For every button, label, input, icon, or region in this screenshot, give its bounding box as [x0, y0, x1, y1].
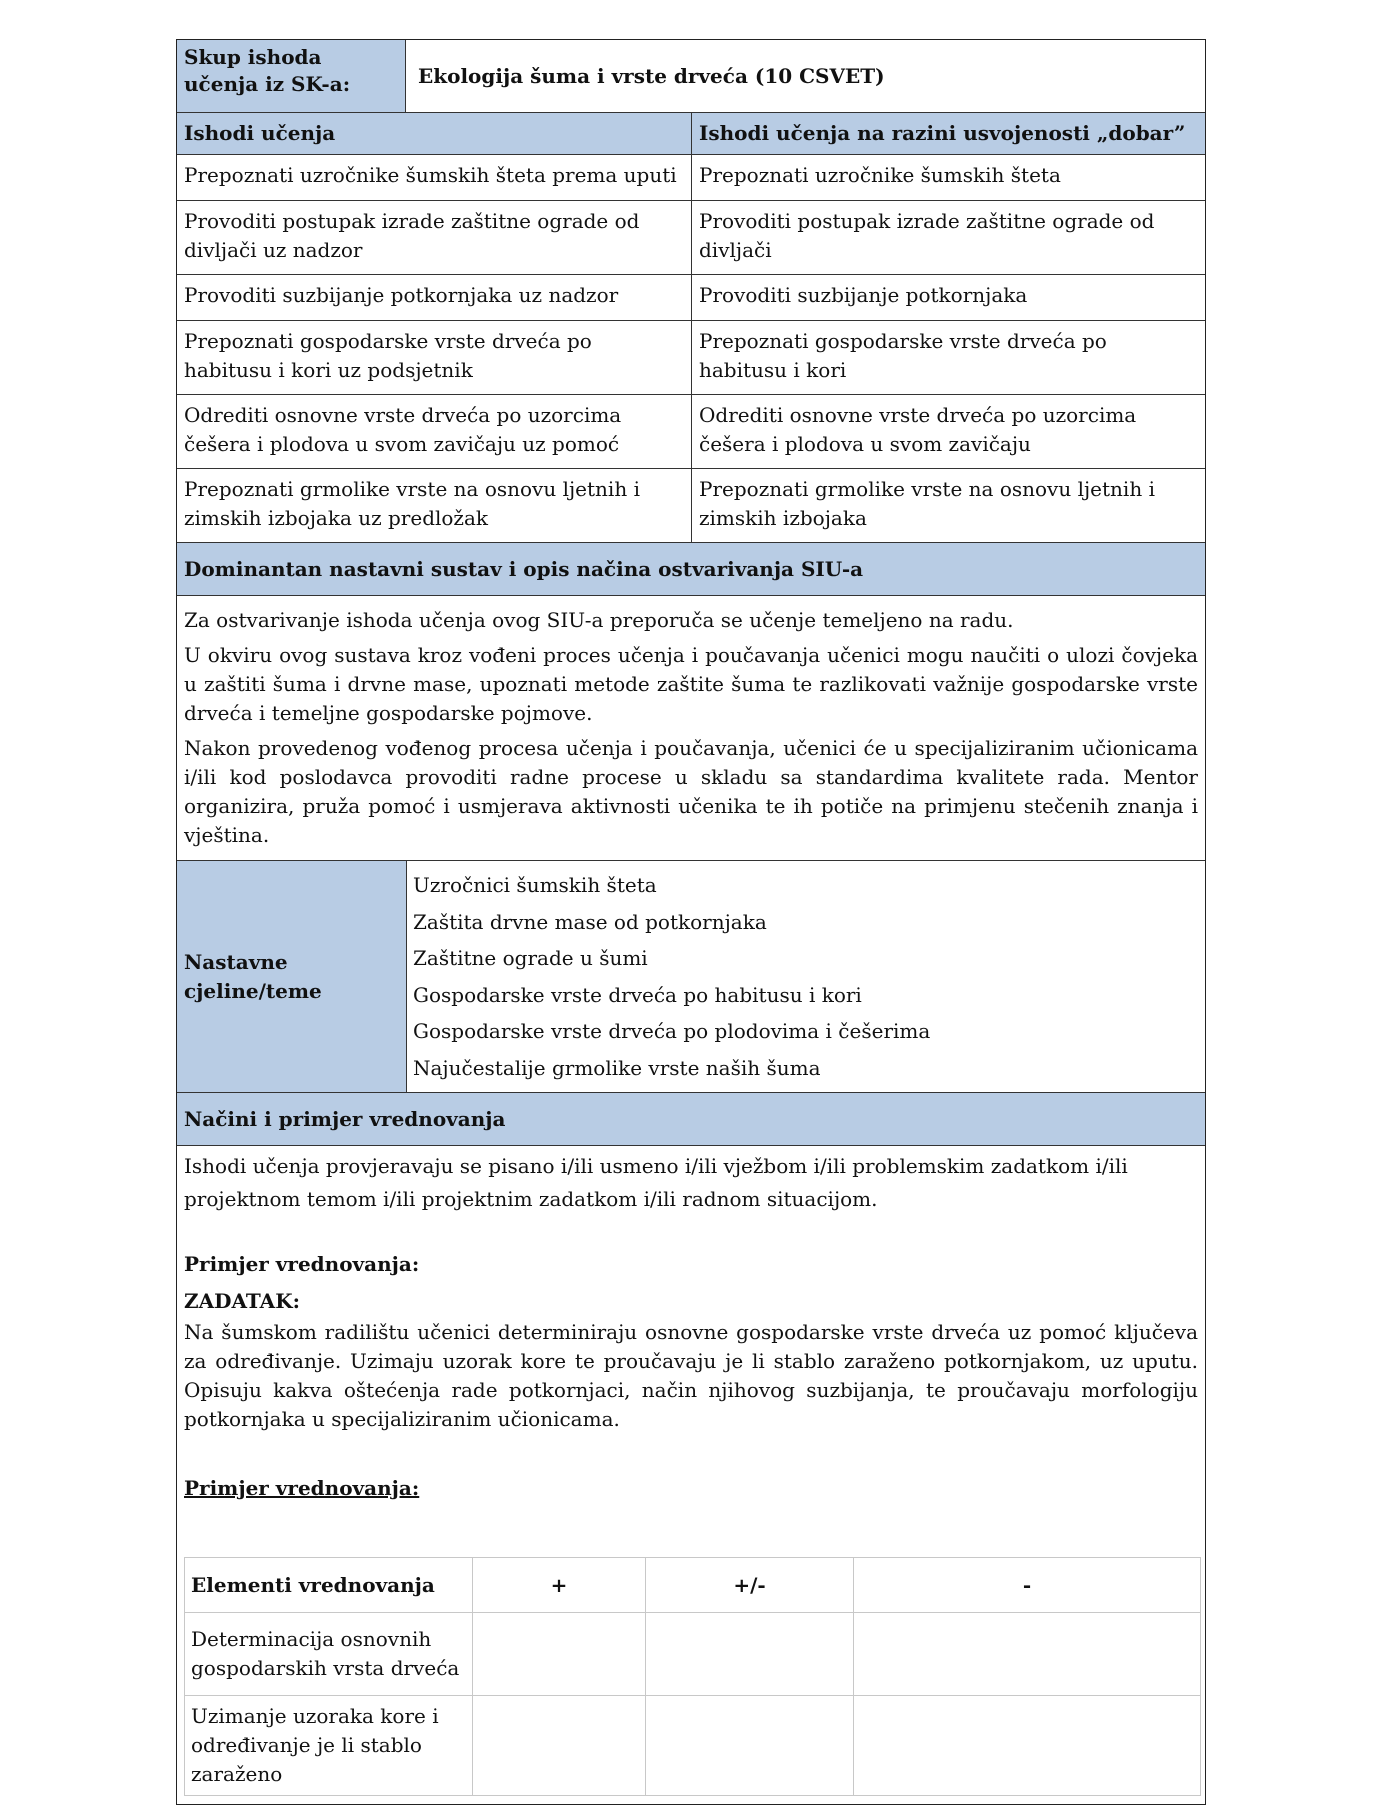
outcome-right: Provoditi suzbijanje potkornjaka: [699, 283, 1028, 307]
evaluation-header-row: [177, 1093, 1205, 1146]
topic-item: Zaštita drvne mase od potkornjaka: [413, 909, 767, 934]
example-label-2: Primjer vrednovanja:: [184, 1476, 420, 1500]
topic-item: Najučestalije grmolike vrste naših šuma: [413, 1055, 821, 1080]
rubric-cell-plus-minus[interactable]: [646, 1696, 854, 1796]
outcome-left: Prepoznati gospodarske vrste drveća po habitusu i kori uz podsjetnik: [177, 321, 692, 394]
outcome-row: [177, 275, 1205, 321]
set-value: Ekologija šuma i vrste drveća (10 CSVET): [418, 63, 885, 88]
rubric-table: [184, 1557, 1201, 1796]
rubric-cell-minus[interactable]: [854, 1696, 1201, 1796]
outcome-right: Odrediti osnovne vrste drveća po uzorcima češera i plodova u svom zavičaju: [699, 403, 1137, 456]
rubric-header-elements: Elementi vrednovanja: [185, 1558, 473, 1613]
outcomes-col-right-header: Ishodi učenja na razini usvojenosti „dobar”: [692, 113, 1205, 154]
outcome-row: [177, 155, 1205, 201]
rubric-header-row: [185, 1558, 1201, 1613]
rubric-cell-plus[interactable]: [473, 1613, 646, 1696]
outcome-left: Prepoznati uzročnike šumskih šteta prema uputi: [177, 155, 692, 200]
outcome-row: [177, 395, 1205, 469]
rubric-header-plus: +: [473, 1558, 646, 1613]
topic-item: Uzročnici šumskih šteta: [413, 873, 657, 897]
rubric-element: Uzimanje uzoraka kore i određivanje je li stablo zaraženo: [185, 1696, 473, 1796]
system-description: [177, 596, 1205, 860]
system-body-row: [177, 596, 1205, 861]
task-text: Na šumskom radilištu učenici determiniraju osnovne gospodarske vrste drveća uz pomoć ključeva za određivanje. Uzimaju uzorak kore te proučavaju je li stablo zaraženo potkornjakom, uz uputu. Opisuju kakva oštećenja rade potkornjaci, način njihovog suzbijanja, te proučavaju morfologiju potkornjaka u specijaliziranim učionicama.: [184, 1320, 1198, 1431]
outcome-left: Provoditi suzbijanje potkornjaka uz nadzor: [177, 275, 692, 320]
rubric-header-plus-minus: +/-: [646, 1558, 854, 1613]
system-title: Dominantan nastavni sustav i opis načina ostvarivanja SIU-a: [177, 543, 1205, 595]
topics-row: [177, 861, 1205, 1093]
outcome-row: [177, 321, 1205, 395]
outcome-row: [177, 469, 1205, 543]
rubric-row: [185, 1696, 1201, 1796]
topic-item: Gospodarske vrste drveća po plodovima i češerima: [413, 1019, 931, 1043]
task-label: ZADATAK:: [184, 1289, 300, 1313]
system-paragraph: Za ostvarivanje ishoda učenja ovog SIU-a preporuča se učenje temeljeno na radu.: [184, 608, 1014, 632]
evaluation-body: [177, 1146, 1205, 1804]
rubric-cell-plus-minus[interactable]: [646, 1613, 854, 1696]
outcome-right: Prepoznati gospodarske vrste drveća po habitusu i kori: [699, 329, 1107, 382]
siu-document: [176, 39, 1206, 1805]
outcomes-col-left-header: Ishodi učenja: [177, 113, 692, 154]
set-header-row: [177, 40, 1205, 113]
evaluation-body-row: [177, 1146, 1205, 1804]
outcome-right: Provoditi postupak izrade zaštitne ograde od divljači: [699, 209, 1155, 262]
outcome-left: Provoditi postupak izrade zaštitne ograde od divljači uz nadzor: [177, 201, 692, 274]
set-label: Skup ishoda učenja iz SK-a:: [177, 40, 406, 112]
topics-label: Nastavne cjeline/teme: [177, 861, 407, 1092]
outcome-row: [177, 201, 1205, 275]
evaluation-intro: Ishodi učenja provjeravaju se pisano i/ili usmeno i/ili vježbom i/ili problemskim zadatkom i/ili projektnom temom i/ili projektnim zadatkom i/ili radnom situacijom.: [184, 1154, 1128, 1211]
system-header-row: [177, 543, 1205, 596]
rubric-cell-minus[interactable]: [854, 1613, 1201, 1696]
rubric-cell-plus[interactable]: [473, 1696, 646, 1796]
rubric-row: [185, 1613, 1201, 1696]
outcome-right: Prepoznati grmolike vrste na osnovu ljetnih i zimskih izbojaka: [699, 477, 1155, 530]
system-paragraph: Nakon provedenog vođenog procesa učenja i poučavanja, učenici će u specijaliziranim učionicama i/ili kod poslodavca provoditi radne procese u skladu sa standardima kvalitete rada. Mentor organizira, pruža pomoć i usmjerava aktivnosti učenika te ih potiče na primjenu stečenih znanja i vještina.: [184, 736, 1198, 847]
rubric-element: Determinacija osnovnih gospodarskih vrsta drveća: [185, 1613, 473, 1696]
outcome-left: Prepoznati grmolike vrste na osnovu ljetnih i zimskih izbojaka uz predložak: [177, 469, 692, 542]
example-label: Primjer vrednovanja:: [184, 1252, 420, 1276]
outcome-left: Odrediti osnovne vrste drveća po uzorcima češera i plodova u svom zavičaju uz pomoć: [177, 395, 692, 468]
system-paragraph: U okviru ovog sustava kroz vođeni proces učenja i poučavanja učenici mogu naučiti o ulozi čovjeka u zaštiti šuma i drvne mase, upoznati metode zaštite šuma te razlikovati važnije gospodarske vrste drveća i temeljne gospodarske pojmove.: [184, 643, 1198, 725]
topics-list: [407, 861, 1205, 1092]
evaluation-title: Načini i primjer vrednovanja: [177, 1093, 1205, 1145]
topic-item: Zaštitne ograde u šumi: [413, 946, 648, 970]
outcomes-header-row: [177, 113, 1205, 155]
rubric-header-minus: -: [854, 1558, 1201, 1613]
topic-item: Gospodarske vrste drveća po habitusu i kori: [413, 982, 862, 1007]
outcome-right: Prepoznati uzročnike šumskih šteta: [699, 163, 1061, 187]
